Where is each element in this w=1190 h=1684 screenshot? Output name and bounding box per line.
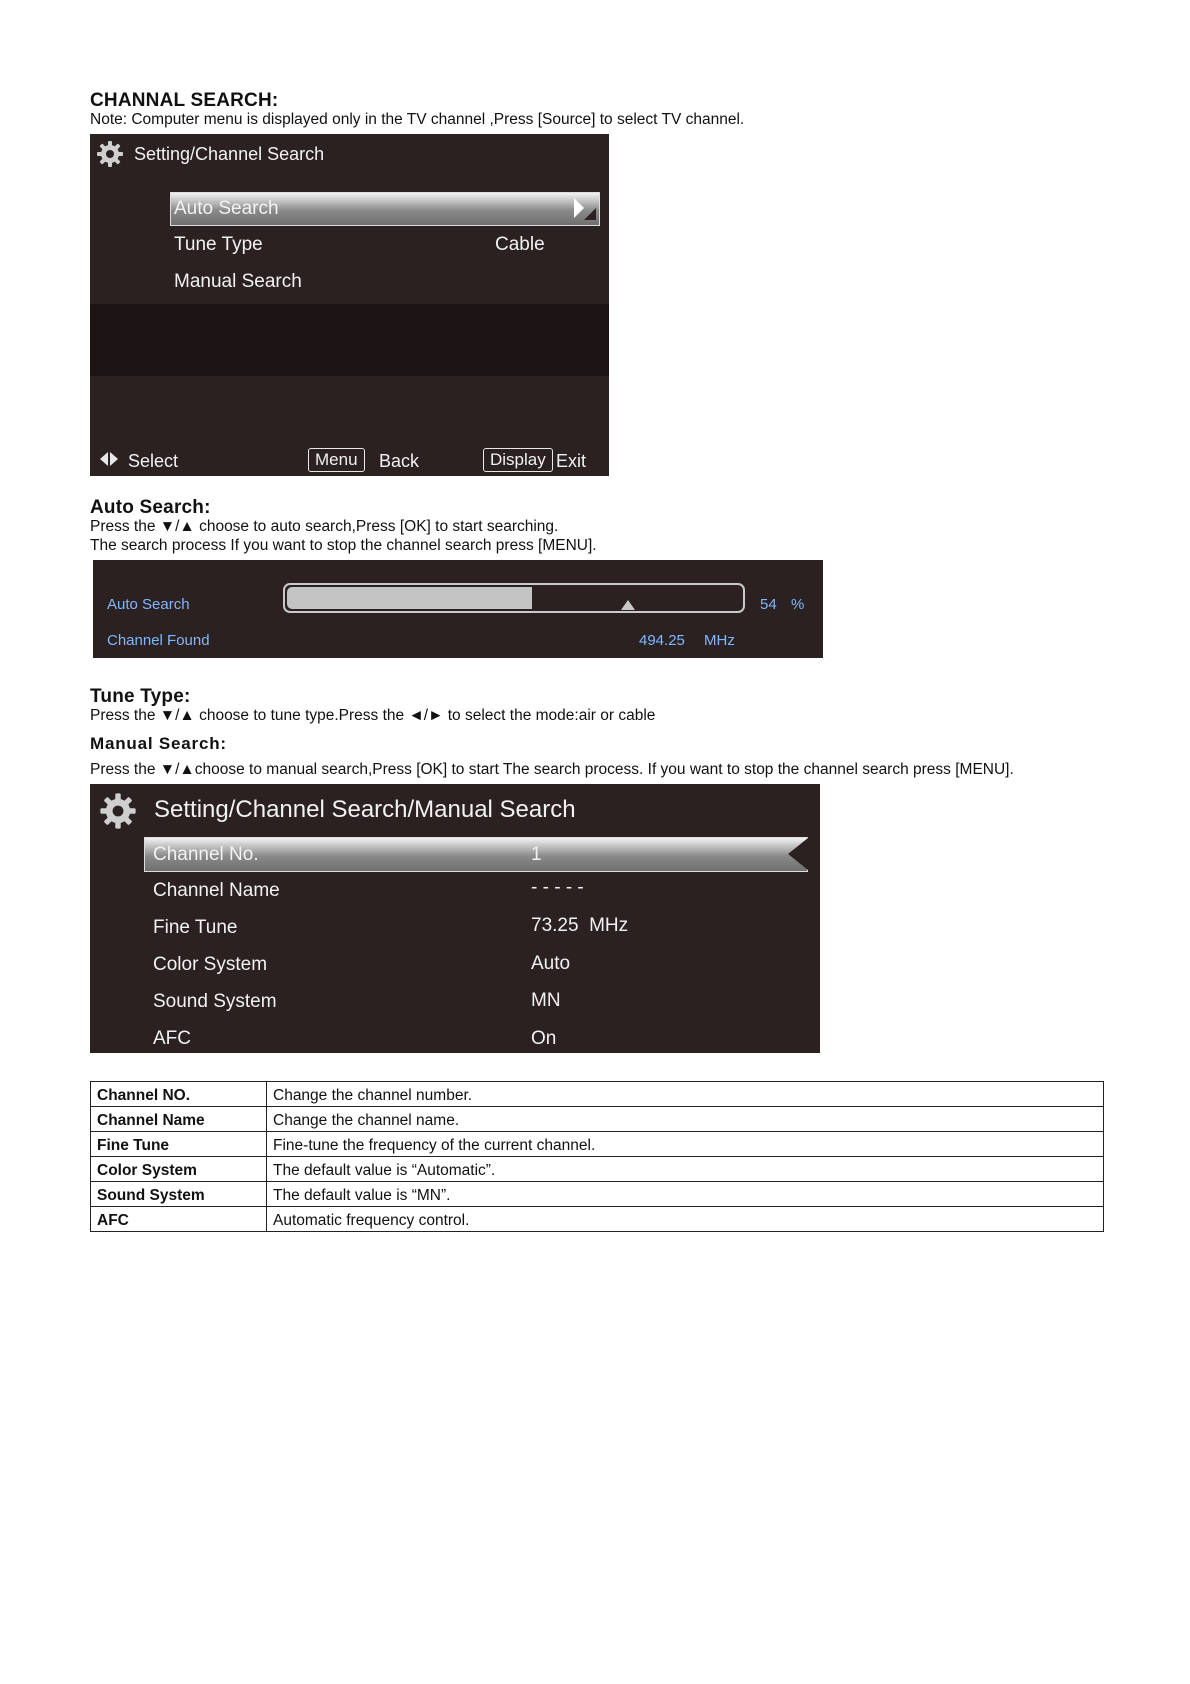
row-value-sound-system: MN	[531, 990, 561, 1011]
table-desc: The default value is “Automatic”.	[267, 1157, 1104, 1182]
gear-icon	[99, 792, 137, 830]
arrow-right-icon	[570, 196, 596, 222]
table-row	[91, 1132, 1104, 1157]
display-key[interactable]: Display	[483, 448, 553, 472]
progress-unit: %	[791, 596, 805, 613]
left-right-arrows-icon	[100, 452, 118, 466]
auto-search-text-1: Press the ▼/▲ choose to auto search,Press [OK] to start searching.	[90, 518, 559, 535]
row-value-channel-no: 1	[531, 844, 542, 865]
row-label-afc[interactable]: AFC	[153, 1028, 191, 1049]
manual-search-text: Press the ▼/▲choose to manual search,Press [OK] to start The search process. If you want to stop the channel search press [MENU].	[90, 761, 1014, 778]
manual-search-heading: Manual Search:	[90, 734, 227, 753]
menu-item-manual-search[interactable]: Manual Search	[174, 271, 302, 292]
table-row	[91, 1082, 1104, 1107]
row-label-fine-tune[interactable]: Fine Tune	[153, 917, 238, 938]
table-key: AFC	[91, 1207, 267, 1232]
tune-type-value: Cable	[495, 234, 545, 255]
manual-search-menu	[90, 784, 820, 1053]
menu-item-auto-search[interactable]: Auto Search	[174, 198, 279, 219]
table-row	[91, 1107, 1104, 1132]
channel-found-label: Channel Found	[107, 632, 210, 649]
table-desc: Change the channel name.	[267, 1107, 1104, 1132]
table-key: Channel NO.	[91, 1082, 267, 1107]
table-row	[91, 1157, 1104, 1182]
note-text: Note: Computer menu is displayed only in the TV channel ,Press [Source] to select TV channel.	[90, 111, 745, 128]
row-label-sound-system[interactable]: Sound System	[153, 991, 277, 1012]
auto-search-label: Auto Search	[107, 596, 190, 613]
select-hint: Select	[128, 451, 179, 471]
frequency-unit: MHz	[704, 632, 735, 649]
exit-hint: Exit	[556, 451, 587, 471]
table-desc: Change the channel number.	[267, 1082, 1104, 1107]
table-desc: The default value is “MN”.	[267, 1182, 1104, 1207]
progress-value: 54	[760, 596, 777, 613]
row-label-channel-no[interactable]: Channel No.	[153, 844, 259, 865]
auto-search-heading: Auto Search:	[90, 497, 211, 518]
description-table	[90, 1081, 1104, 1232]
section-title: CHANNAL SEARCH:	[90, 90, 279, 111]
auto-search-text-2: The search process If you want to stop the channel search press [MENU].	[90, 537, 597, 554]
table-row	[91, 1207, 1104, 1232]
table-row	[91, 1182, 1104, 1207]
empty-menu-area	[90, 304, 609, 376]
table-key: Color System	[91, 1157, 267, 1182]
progress-track	[283, 583, 745, 613]
row-value-channel-name: - - - - -	[531, 877, 584, 898]
table-key: Fine Tune	[91, 1132, 267, 1157]
tune-type-heading: Tune Type:	[90, 686, 191, 707]
menu-title: Setting/Channel Search	[134, 144, 325, 164]
back-hint: Back	[379, 451, 420, 471]
arrow-left-icon	[788, 838, 808, 870]
auto-search-progress-panel	[93, 560, 823, 658]
channel-search-menu	[90, 134, 609, 476]
progress-marker-icon	[621, 600, 635, 610]
menu-key[interactable]: Menu	[308, 448, 365, 472]
row-value-fine-tune: 73.25 MHz	[531, 915, 629, 936]
row-label-channel-name[interactable]: Channel Name	[153, 880, 280, 901]
frequency-value: 494.25	[639, 632, 685, 649]
table-desc: Automatic frequency control.	[267, 1207, 1104, 1232]
progress-fill	[287, 587, 532, 609]
gear-icon	[96, 140, 124, 168]
row-value-afc: On	[531, 1028, 557, 1049]
tune-type-text: Press the ▼/▲ choose to tune type.Press the ◄/► to select the mode:air or cable	[90, 707, 656, 724]
table-key: Sound System	[91, 1182, 267, 1207]
row-label-color-system[interactable]: Color System	[153, 954, 268, 975]
table-desc: Fine-tune the frequency of the current channel.	[267, 1132, 1104, 1157]
table-key: Channel Name	[91, 1107, 267, 1132]
row-value-color-system: Auto	[531, 953, 571, 974]
menu-item-tune-type[interactable]: Tune Type	[174, 234, 263, 255]
menu-title: Setting/Channel Search/Manual Search	[154, 796, 576, 823]
